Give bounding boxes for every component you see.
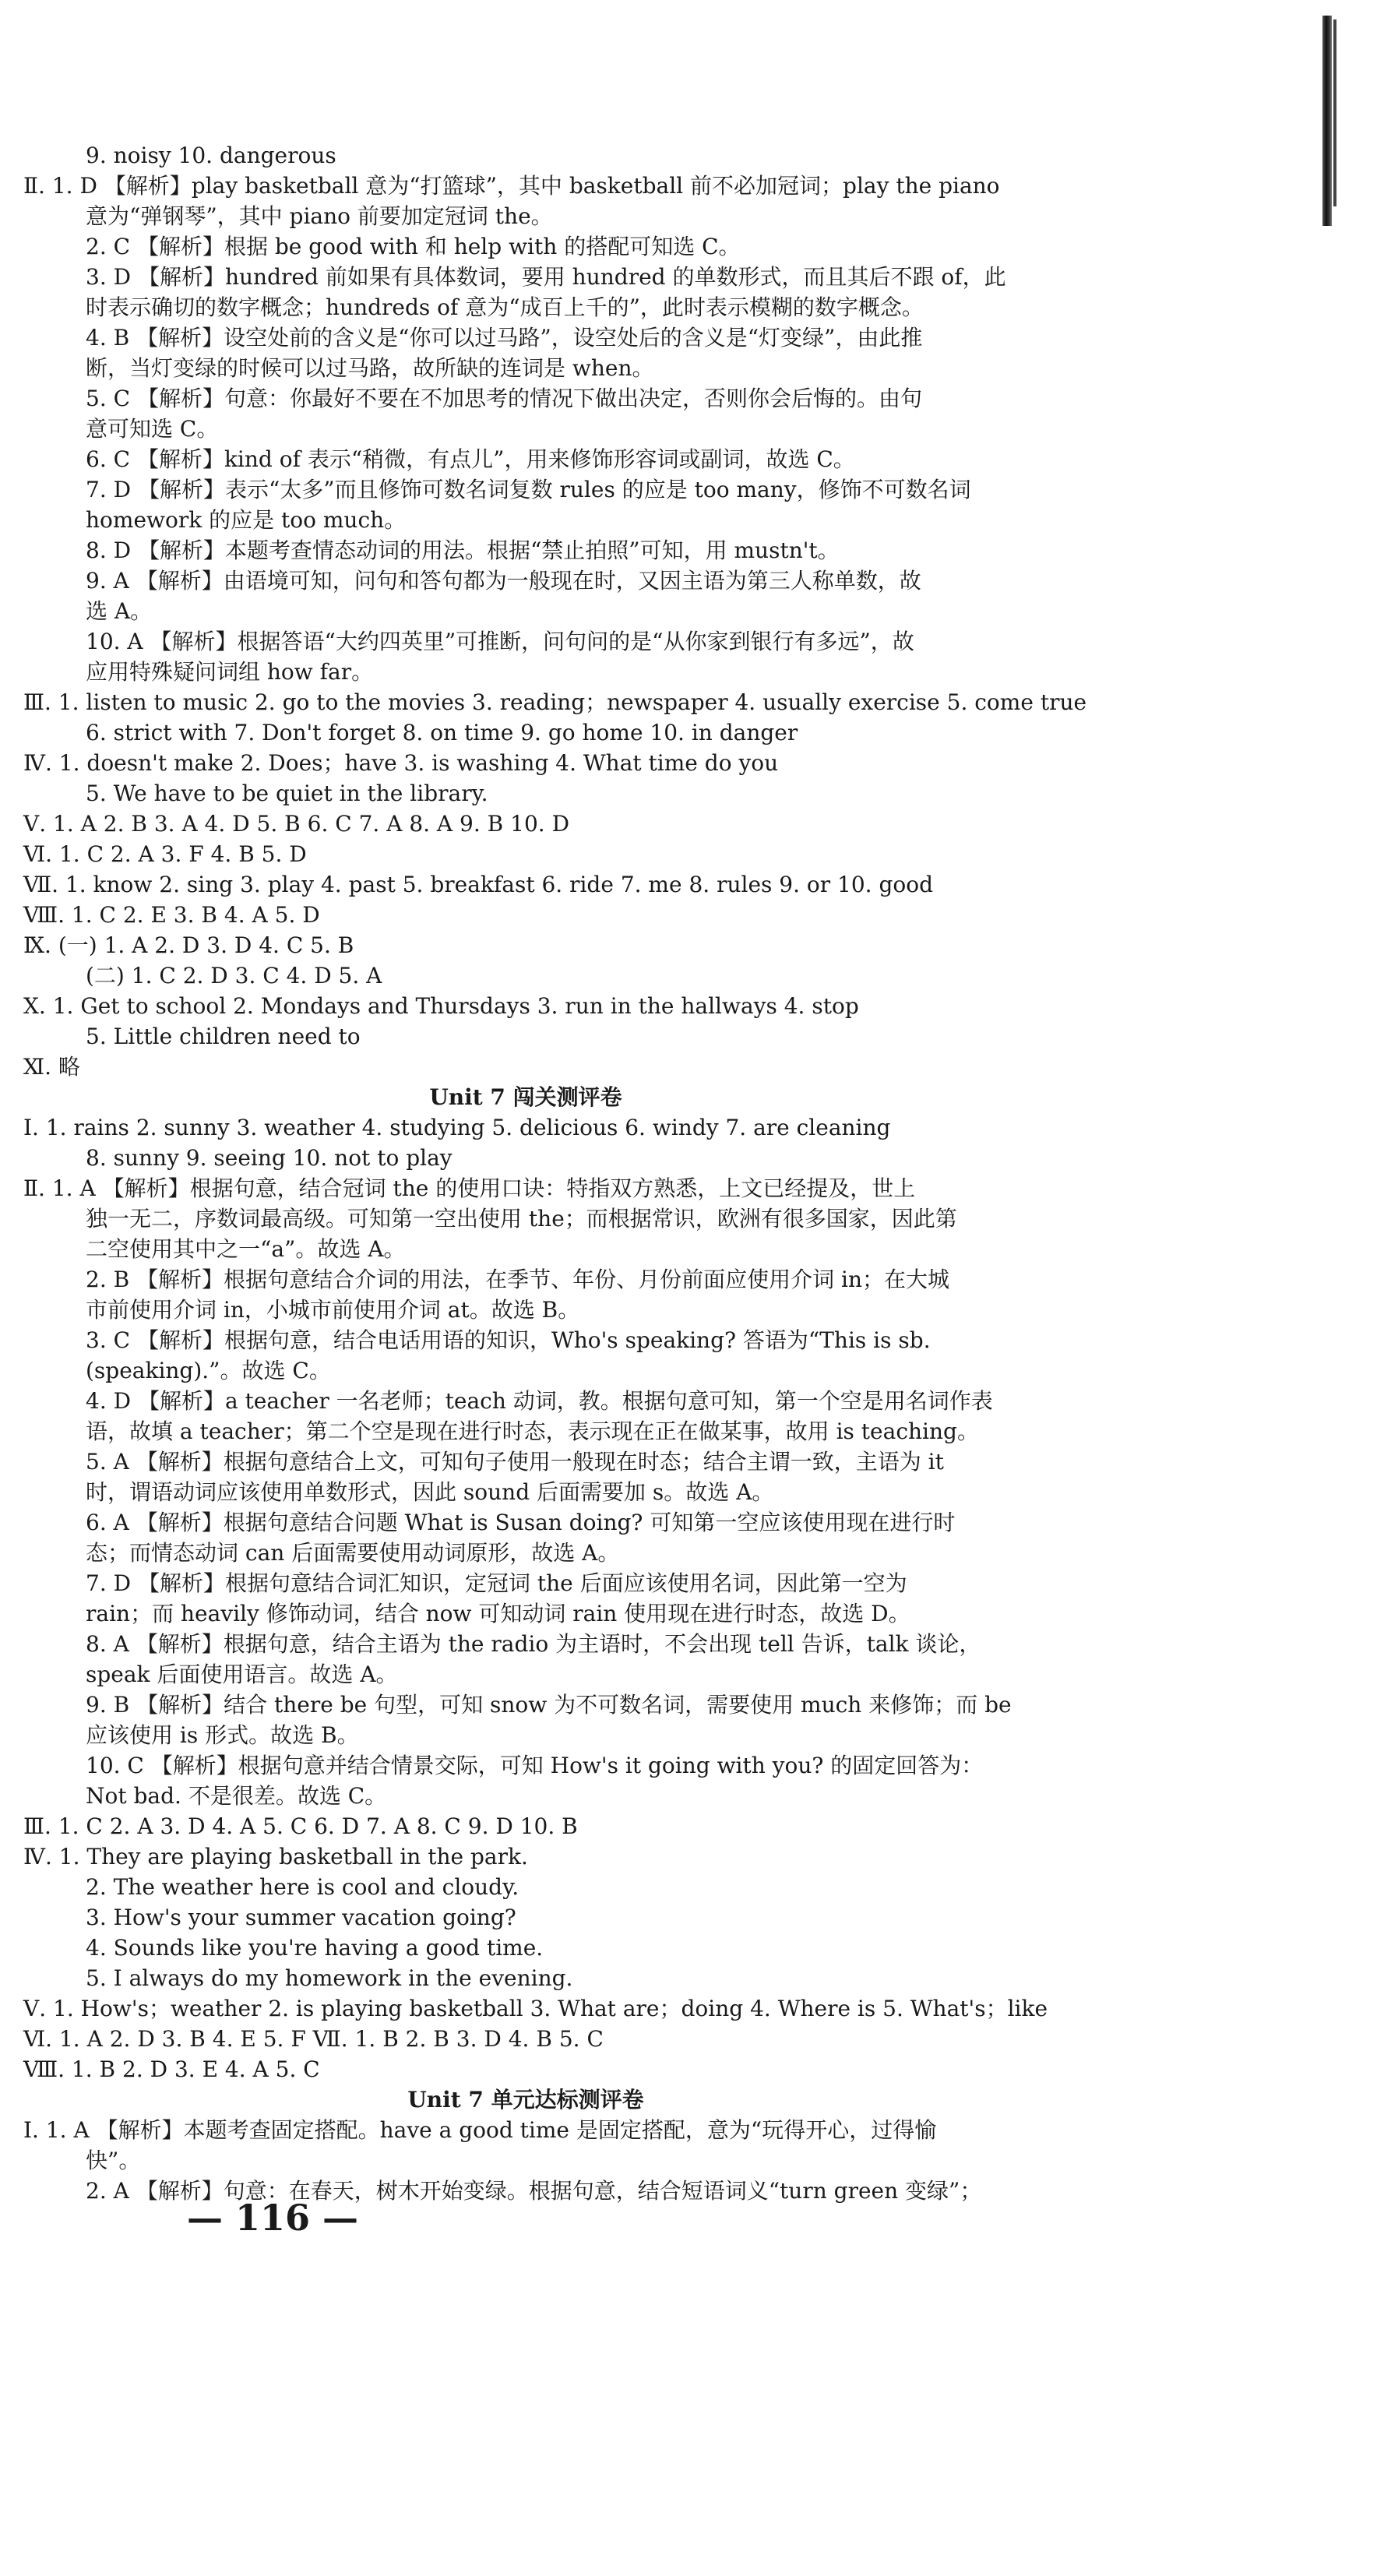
text-line: Not bad. 不是很差。故选 C。 [86,1783,387,1809]
text-line: 6. C 【解析】kind of 表示“稍微，有点儿”，用来修饰形容词或副词，故选 C。 [86,446,855,472]
text-line: Ⅰ. 1. A 【解析】本题考查固定搭配。have a good time 是固定搭配，意为“玩得开心，过得愉 [23,2117,937,2143]
text-line: Ⅴ. 1. A 2. B 3. A 4. D 5. B 6. C 7. A 8. A 9. B 10. D [23,811,570,837]
page-number: — 116 — [187,2197,359,2239]
text-line: 二空使用其中之一“a”。故选 A。 [86,1236,406,1262]
text-line: 4. B 【解析】设空处前的含义是“你可以过马路”，设空处后的含义是“灯变绿”，由此推 [86,325,923,351]
text-line: Ⅷ. 1. B 2. D 3. E 4. A 5. C [23,2056,320,2082]
text-line: 2. B 【解析】根据句意结合介词的用法，在季节、年份、月份前面应使用介词 in；在大城 [86,1267,949,1292]
text-line: 3. D 【解析】hundred 前如果有具体数词，要用 hundred 的单数形式，而且其后不跟 of，此 [86,264,1006,290]
text-line: 2. The weather here is cool and cloudy. [86,1874,519,1900]
text-line: Ⅹ. 1. Get to school 2. Mondays and Thursdays 3. run in the hallways 4. stop [23,993,859,1019]
text-line: Ⅲ. 1. C 2. A 3. D 4. A 5. C 6. D 7. A 8. C 9. D 10. B [23,1813,578,1839]
text-line: 8. D 【解析】本题考查情态动词的用法。根据“禁止拍照”可知，用 mustn't。 [86,537,840,563]
text-line: 选 A。 [86,598,153,624]
text-line: 独一无二，序数词最高级。可知第一空出使用 the；而根据常识，欧洲有很多国家，因此第 [86,1206,957,1232]
text-line: 语，故填 a teacher；第二个空是现在进行时态，表示现在正在做某事，故用 is teaching。 [86,1418,979,1444]
text-line: 8. A 【解析】根据句意，结合主语为 the radio 为主语时，不会出现 tell 告诉，talk 谈论， [86,1631,981,1657]
section-title: Unit 7 闯关测评卷 [429,1084,622,1110]
text-line: 意为“弹钢琴”，其中 piano 前要加定冠词 the。 [86,203,553,229]
text-line: 应用特殊疑问词组 how far。 [86,659,374,685]
text-line: 2. A 【解析】句意：在春天，树木开始变绿。根据句意，结合短语词义“turn green 变绿”； [86,2178,982,2204]
text-line: 10. C 【解析】根据句意并结合情景交际，可知 How's it going with you? 的固定回答为： [86,1753,984,1778]
text-line: speak 后面使用语言。故选 A。 [86,1662,398,1687]
text-line: 意可知选 C。 [86,416,219,442]
text-line: 5. C 【解析】句意：你最好不要在不加思考的情况下做出决定，否则你会后悔的。由句 [86,386,922,411]
text-line: 断，当灯变绿的时候可以过马路，故所缺的连词是 when。 [86,355,654,381]
text-line: 3. How's your summer vacation going? [86,1905,516,1930]
section-title: Unit 7 单元达标测评卷 [407,2087,644,2113]
text-line: Ⅷ. 1. C 2. E 3. B 4. A 5. D [23,902,320,928]
text-line: 时，谓语动词应该使用单数形式，因此 sound 后面需要加 s。故选 A。 [86,1479,774,1505]
text-line: 9. B 【解析】结合 there be 句型，可知 snow 为不可数名词，需要使用 much 来修饰；而 be [86,1692,1012,1718]
scan-edge-artifact [1333,19,1336,206]
text-line: 快”。 [86,2148,141,2173]
text-line: 8. sunny 9. seeing 10. not to play [86,1145,453,1171]
text-line: 2. C 【解析】根据 be good with 和 help with 的搭配可知选 C。 [86,234,741,259]
text-line: 时表示确切的数字概念；hundreds of 意为“成百上千的”，此时表示模糊的数字概念。 [86,294,924,320]
text-line: Ⅶ. 1. know 2. sing 3. play 4. past 5. breakfast 6. ride 7. me 8. rules 9. or 10. good [23,872,934,897]
text-line: Ⅳ. 1. doesn't make 2. Does；have 3. is washing 4. What time do you [23,750,779,776]
text-line: homework 的应是 too much。 [86,507,407,533]
text-line: 4. D 【解析】a teacher 一名老师；teach 动词，教。根据句意可知，第一个空是用名词作表 [86,1388,993,1414]
text-line: 5. I always do my homework in the evening. [86,1965,573,1991]
text-line: rain；而 heavily 修饰动词，结合 now 可知动词 rain 使用现在进行时态，故选 D。 [86,1601,910,1626]
answer-key-text [23,140,1087,2206]
text-line: Ⅵ. 1. A 2. D 3. B 4. E 5. F Ⅶ. 1. B 2. B 3. D 4. B 5. C [23,2026,604,2052]
text-line: 9. noisy 10. dangerous [86,143,336,168]
text-line: 6. strict with 7. Don't forget 8. on time 9. go home 10. in danger [86,720,798,745]
text-line: Ⅲ. 1. listen to music 2. go to the movies 3. reading；newspaper 4. usually exercise 5. come true [23,689,1087,715]
text-line: Ⅰ. 1. rains 2. sunny 3. weather 4. studying 5. delicious 6. windy 7. are cleaning [23,1115,891,1140]
text-line: Ⅳ. 1. They are playing basketball in the park. [23,1844,528,1869]
text-line: Ⅺ. 略 [23,1054,80,1080]
text-line: 市前使用介词 in，小城市前使用介词 at。故选 B。 [86,1297,580,1323]
text-line: 9. A 【解析】由语境可知，问句和答句都为一般现在时，又因主语为第三人称单数，故 [86,568,921,594]
text-line: 3. C 【解析】根据句意，结合电话用语的知识，Who's speaking? 答语为“This is sb. [86,1327,931,1353]
text-line: Ⅴ. 1. How's；weather 2. is playing basketball 3. What are；doing 4. Where is 5. What's；like [23,1996,1048,2021]
text-line: 6. A 【解析】根据句意结合问题 What is Susan doing? 可知第一空应该使用现在进行时 [86,1510,956,1535]
scan-edge-artifact [1322,16,1332,226]
text-line: 5. Little children need to [86,1024,361,1049]
text-line: (二) 1. C 2. D 3. C 4. D 5. A [86,963,382,988]
text-line: 5. A 【解析】根据句意结合上文，可知句子使用一般现在时态；结合主谓一致，主语为 it [86,1449,944,1475]
text-line: 7. D 【解析】根据句意结合词汇知识，定冠词 the 后面应该使用名词，因此第一空为 [86,1570,907,1596]
text-line: 应该使用 is 形式。故选 B。 [86,1722,359,1748]
text-line: 5. We have to be quiet in the library. [86,781,488,806]
text-line: 7. D 【解析】表示“太多”而且修饰可数名词复数 rules 的应是 too many，修饰不可数名词 [86,477,971,502]
text-line: Ⅱ. 1. A 【解析】根据句意，结合冠词 the 的使用口诀：特指双方熟悉，上文已经提及，世上 [23,1175,916,1201]
text-line: Ⅸ. (一) 1. A 2. D 3. D 4. C 5. B [23,932,354,958]
text-line: (speaking).”。故选 C。 [86,1358,331,1383]
text-line: 态；而情态动词 can 后面需要使用动词原形，故选 A。 [86,1540,620,1566]
text-line: Ⅵ. 1. C 2. A 3. F 4. B 5. D [23,841,307,867]
text-line: Ⅱ. 1. D 【解析】play basketball 意为“打篮球”，其中 basketball 前不必加冠词；play the piano [23,173,1000,199]
text-line: 10. A 【解析】根据答语“大约四英里”可推断，问句问的是“从你家到银行有多远”，故 [86,629,914,654]
text-line: 4. Sounds like you're having a good time. [86,1935,544,1961]
